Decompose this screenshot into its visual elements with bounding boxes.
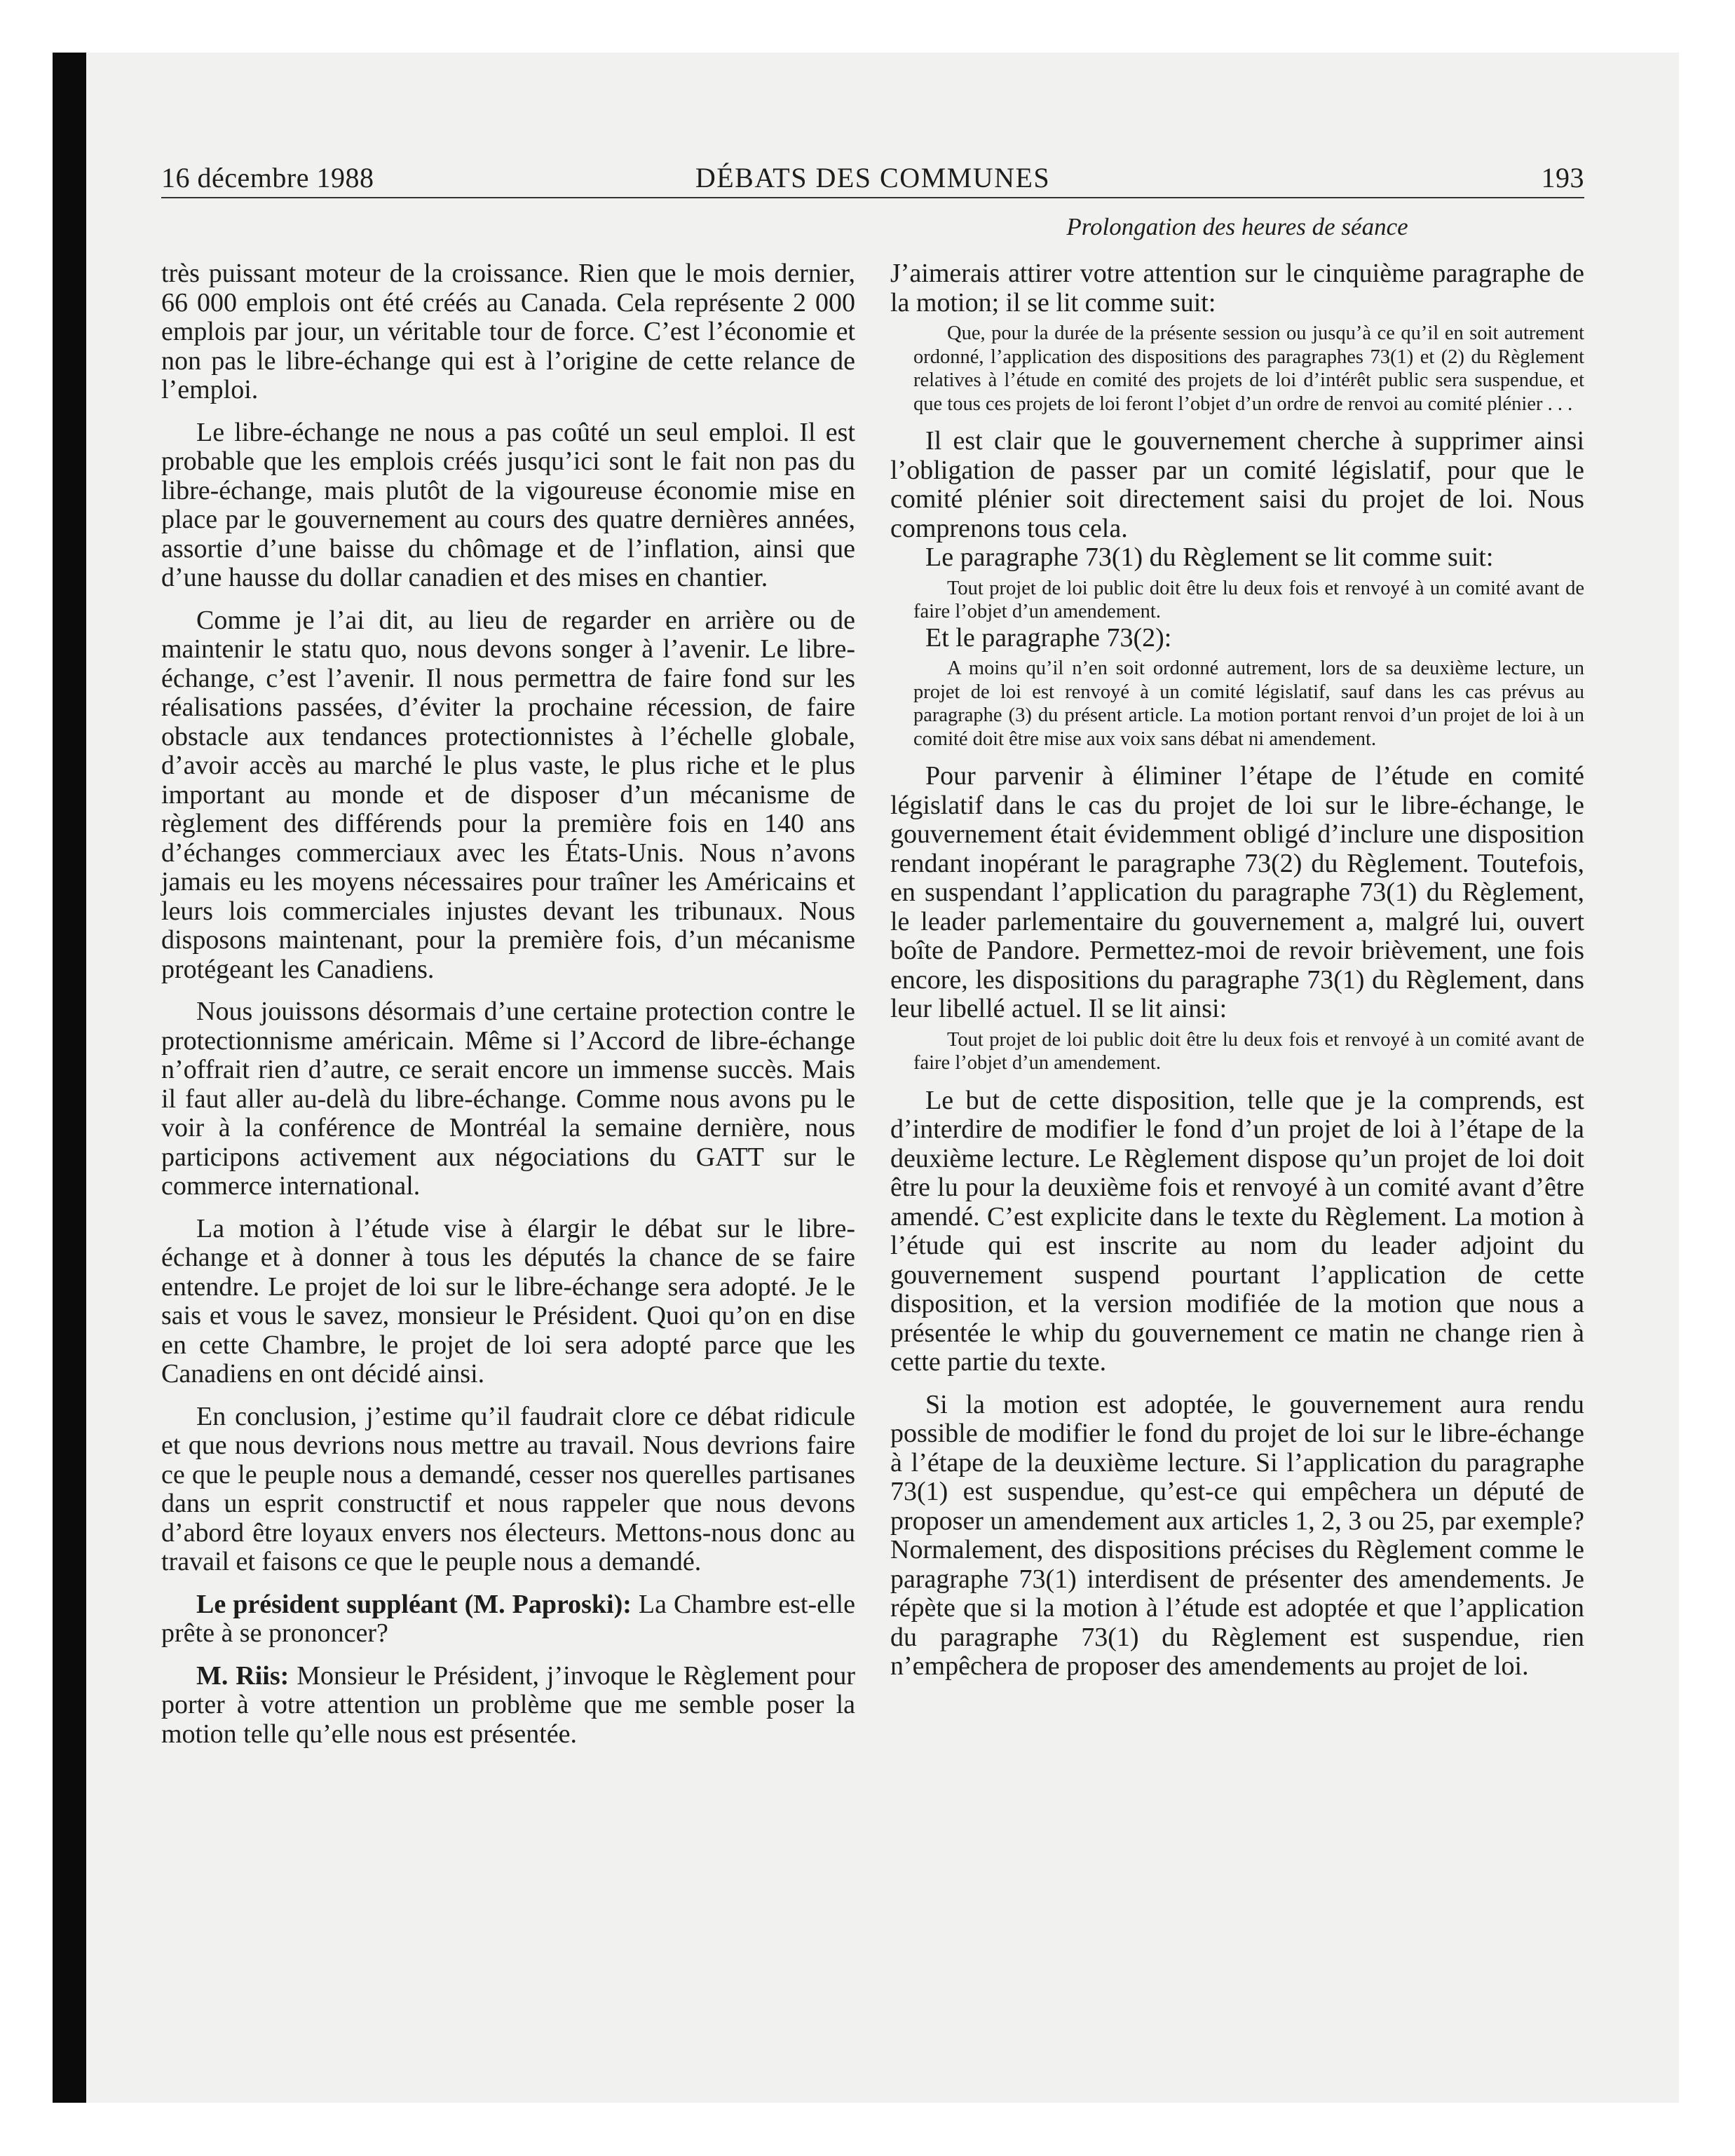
speaker-text: La Chambre est-elle prête à se prononcer? [161,1589,855,1648]
paragraph: La motion à l’étude vise à élargir le débat sur le libre-échange et à donner à tous les députés la chance de se faire entendre. Le projet de loi sur le libre-échange sera adopté. Je le sais et vous le savez, monsieur le Président. Quoi qu’on en dise en cette Chambre, le projet de loi sera adopté parce que les Canadiens en ont décidé ainsi. [161,1213,855,1389]
citation-heading: Et le paragraphe 73(2): [925,622,1172,653]
header-publication: DÉBATS DES COMMUNES [695,162,1051,193]
page-header [161,160,1584,196]
block-quote: A moins qu’il n’en soit ordonné autrement, lors de sa deuxième lecture, un projet de loi est renvoyé à un comité législatif, sauf dans les cas prévus au paragraphe (3) du présent article. La motion portant renvoi d’un projet de loi à un comité doit être mise aux voix sans débat ni amendement. [913,657,1584,750]
speaker-name: M. Riis: [196,1660,290,1691]
paragraph: Pour parvenir à éliminer l’étape de l’étude en comité législatif dans le cas du projet de loi sur le libre-échange, le gouvernement était évidemment obligé d’inclure une disposition rendant inopérant le paragraphe 73(2) du Règlement. Toutefois, en suspendant l’application du paragraphe 73(1) du Règlement, le leader parlementaire du gouvernement a, malgré lui, ouvert boîte de Pandore. Permettez-moi de revoir brièvement, une fois encore, les dispositions du paragraphe 73(1) du Règlement, dans leur libellé actuel. Il se lit ainsi: [890,761,1584,1023]
citation-heading: Le paragraphe 73(1) du Règlement se lit comme suit: [925,543,1494,572]
paragraph: très puissant moteur de la croissance. Rien que le mois dernier, 66 000 emplois ont été créés au Canada. Cela représente 2 000 emplois par jour, un véritable tour de force. C’est l’économie et non pas le libre-échange qui est à l’origine de cette relance de l’emploi. [161,259,855,404]
paragraph: Nous jouissons désormais d’une certaine protection contre le protectionnisme américain. Même si l’Accord de libre-échange n’offrait rien d’autre, ce serait encore un immense succès. Mais il faut aller au-delà du libre-échange. Comme nous avons pu le voir à la conférence de Montréal la semaine dernière, nous participons activement aux négociations du GATT sur le commerce international. [161,997,855,1201]
paragraph: En conclusion, j’estime qu’il faudrait clore ce débat ridicule et que nous devrions nous mettre au travail. Nous devrions faire ce que le peuple nous a demandé, cesser nos querelles partisanes dans un esprit constructif et nous rappeler que nous devons d’abord être loyaux envers nos électeurs. Mettons-nous donc au travail et faisons ce que le peuple nous a demandé. [161,1401,855,1576]
block-quote: Tout projet de loi public doit être lu deux fois et renvoyé à un comité avant de faire l’objet d’un amendement. [913,1028,1584,1074]
paragraph: Comme je l’ai dit, au lieu de regarder en arrière ou de maintenir le statu quo, nous devons songer à l’avenir. Le libre-échange, c’est l’avenir. Il nous permettra de faire fond sur les réalisations passées, d’éviter la prochaine récession, de faire obstacle aux tendances protectionnistes à l’échelle globale, d’avoir accès au marché le plus vaste, le plus riche et le plus important au monde et de disposer d’un mécanisme de règlement des différends pour la première fois en 140 ans d’échanges commerciaux avec les États-Unis. Nous n’avons jamais eu les moyens nécessaires pour traîner les Américains et leurs lois commerciales injustes devant les tribunaux. Nous disposons maintenant, pour la première fois, d’un mécanisme protégeant les Canadiens. [161,605,855,984]
paragraph: Le but de cette disposition, telle que je la comprends, est d’interdire de modifier le fond d’un projet de loi à l’étape de la deuxième lecture. Le Règlement dispose qu’un projet de loi doit être lu pour la deuxième fois et renvoyé à un comité avant d’être amendé. C’est explicite dans le texte du Règlement. La motion à l’étude qui est inscrite au nom du leader adjoint du gouvernement suspend pourtant l’application de cette disposition, et la version modifiée de la motion que nous a présentée le whip du gouvernement ce matin ne change rien à cette partie du texte. [890,1085,1584,1377]
speaker-paragraph [161,1662,855,1749]
left-column [161,259,855,1749]
header-date: 16 décembre 1988 [161,162,374,193]
page-number: 193 [1541,162,1584,193]
binding-edge [53,53,86,2103]
paragraph: Il est clair que le gouvernement cherche à supprimer ainsi l’obligation de passer par un comité législatif, pour que le comité plénier soit directement saisi du projet de loi. Nous comprenons tous cela. [890,426,1584,543]
paragraph: J’aimerais attirer votre attention sur le cinquième paragraphe de la motion; il se lit comme suit: [890,259,1584,318]
block-quote: Que, pour la durée de la présente session ou jusqu’à ce qu’il en soit autrement ordonné, l’application des dispositions des paragraphes 73(1) et (2) du Règlement relatives à l’étude en comité des projets de loi d’intérêt public sera suspendue, et que tous ces projets de loi feront l’objet d’un ordre de renvoi au comité plénier . . . [913,322,1584,415]
right-column [890,259,1584,1681]
running-title: Prolongation des heures de séance [1066,213,1408,240]
header-rule [161,197,1584,198]
paragraph: Le libre-échange ne nous a pas coûté un seul emploi. Il est probable que les emplois créés jusqu’ici sont le fait non pas du libre-échange, mais plutôt de la vigoureuse économie mise en place par le gouvernement au cours des quatre dernières années, assortie d’une baisse du chômage et de l’inflation, ainsi que d’une hausse du dollar canadien et des mises en chantier. [161,417,855,592]
speaker-paragraph [161,1590,855,1649]
paragraph: Si la motion est adoptée, le gouvernement aura rendu possible de modifier le fond du projet de loi sur le libre-échange à l’étape de la deuxième lecture. Si l’application du paragraphe 73(1) est suspendue, qu’est-ce qui empêchera un député de proposer un amendement aux articles 1, 2, 3 ou 25, par exemple? Normalement, des dispositions précises du Règlement comme le paragraphe 73(1) interdisent de présenter des amendements. Je répète que si la motion à l’étude est adoptée et que l’application du paragraphe 73(1) du Règlement est suspendue, rien n’empêchera de proposer des amendements au projet de loi. [890,1389,1584,1681]
speaker-name: Le président suppléant (M. Paproski): [196,1589,632,1619]
speaker-text: Monsieur le Président, j’invoque le Règlement pour porter à votre attention un problème que me semble poser la motion telle qu’elle nous est présentée. [161,1660,855,1749]
block-quote: Tout projet de loi public doit être lu deux fois et renvoyé à un comité avant de faire l’objet d’un amendement. [913,577,1584,622]
